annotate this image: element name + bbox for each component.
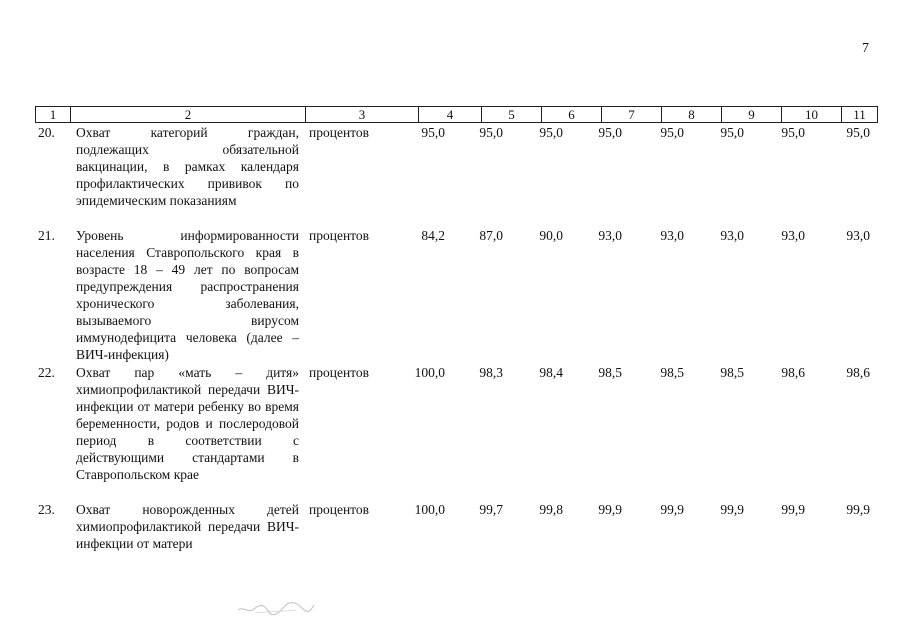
row-number: 22.: [38, 365, 55, 380]
column-number-7: 7: [602, 107, 662, 123]
value-col-9: 98,5: [720, 365, 744, 380]
column-number-header: [35, 106, 878, 123]
value-col-6: 98,4: [539, 365, 563, 380]
value-col-10: 99,9: [781, 502, 805, 517]
column-number-8: 8: [662, 107, 722, 123]
column-number-11: 11: [842, 107, 878, 123]
value-col-5: 87,0: [479, 228, 503, 243]
value-col-11: 99,9: [846, 502, 870, 517]
signature-scribble: [236, 596, 316, 618]
value-col-10: 98,6: [781, 365, 805, 380]
value-col-8: 95,0: [660, 125, 684, 140]
indicator-name: Охват пар «мать – дитя» химиопрофилактикой передачи ВИЧ-инфекции от матери ребенку во время беременности, родов и послеродовой период в соответствии с действующими стандартами в Ставропольском крае: [76, 365, 299, 482]
value-col-6: 95,0: [539, 125, 563, 140]
value-col-4: 84,2: [421, 228, 445, 243]
value-col-6: 90,0: [539, 228, 563, 243]
value-col-11: 93,0: [846, 228, 870, 243]
row-number: 23.: [38, 502, 55, 517]
value-col-10: 95,0: [781, 125, 805, 140]
value-col-4: 95,0: [421, 125, 445, 140]
column-number-2: 2: [71, 107, 306, 123]
value-col-8: 98,5: [660, 365, 684, 380]
indicator-name: Охват категорий граждан, подлежащих обязательной вакцинации, в рамках календаря профилактических прививок по эпидемическим показаниям: [76, 125, 299, 208]
value-col-5: 98,3: [479, 365, 503, 380]
unit-of-measure: процентов: [309, 228, 370, 243]
column-number-1: 1: [36, 107, 71, 123]
value-col-5: 99,7: [479, 502, 503, 517]
value-col-10: 93,0: [781, 228, 805, 243]
value-col-7: 98,5: [598, 365, 622, 380]
page-number: 7: [862, 41, 869, 56]
value-col-6: 99,8: [539, 502, 563, 517]
column-number-4: 4: [419, 107, 482, 123]
value-col-7: 95,0: [598, 125, 622, 140]
indicator-name: Уровень информированности населения Ставропольского края в возрасте 18 – 49 лет по вопросам предупреждения распространения хронического заболевания, вызываемого вирусом иммунодефицита человека (далее – ВИЧ-инфекция): [76, 228, 299, 362]
unit-of-measure: процентов: [309, 365, 370, 380]
value-col-9: 99,9: [720, 502, 744, 517]
unit-of-measure: процентов: [309, 502, 370, 517]
value-col-4: 100,0: [414, 365, 445, 380]
value-col-7: 93,0: [598, 228, 622, 243]
column-number-9: 9: [722, 107, 782, 123]
indicator-name: Охват новорожденных детей химиопрофилактикой передачи ВИЧ-инфекции от матери: [76, 502, 299, 551]
column-number-5: 5: [482, 107, 542, 123]
value-col-9: 95,0: [720, 125, 744, 140]
column-number-6: 6: [542, 107, 602, 123]
value-col-11: 95,0: [846, 125, 870, 140]
unit-of-measure: процентов: [309, 125, 370, 140]
value-col-8: 99,9: [660, 502, 684, 517]
value-col-11: 98,6: [846, 365, 870, 380]
value-col-8: 93,0: [660, 228, 684, 243]
value-col-7: 99,9: [598, 502, 622, 517]
value-col-9: 93,0: [720, 228, 744, 243]
column-number-10: 10: [782, 107, 842, 123]
column-number-3: 3: [306, 107, 419, 123]
value-col-5: 95,0: [479, 125, 503, 140]
value-col-4: 100,0: [414, 502, 445, 517]
row-number: 20.: [38, 125, 55, 140]
row-number: 21.: [38, 228, 55, 243]
